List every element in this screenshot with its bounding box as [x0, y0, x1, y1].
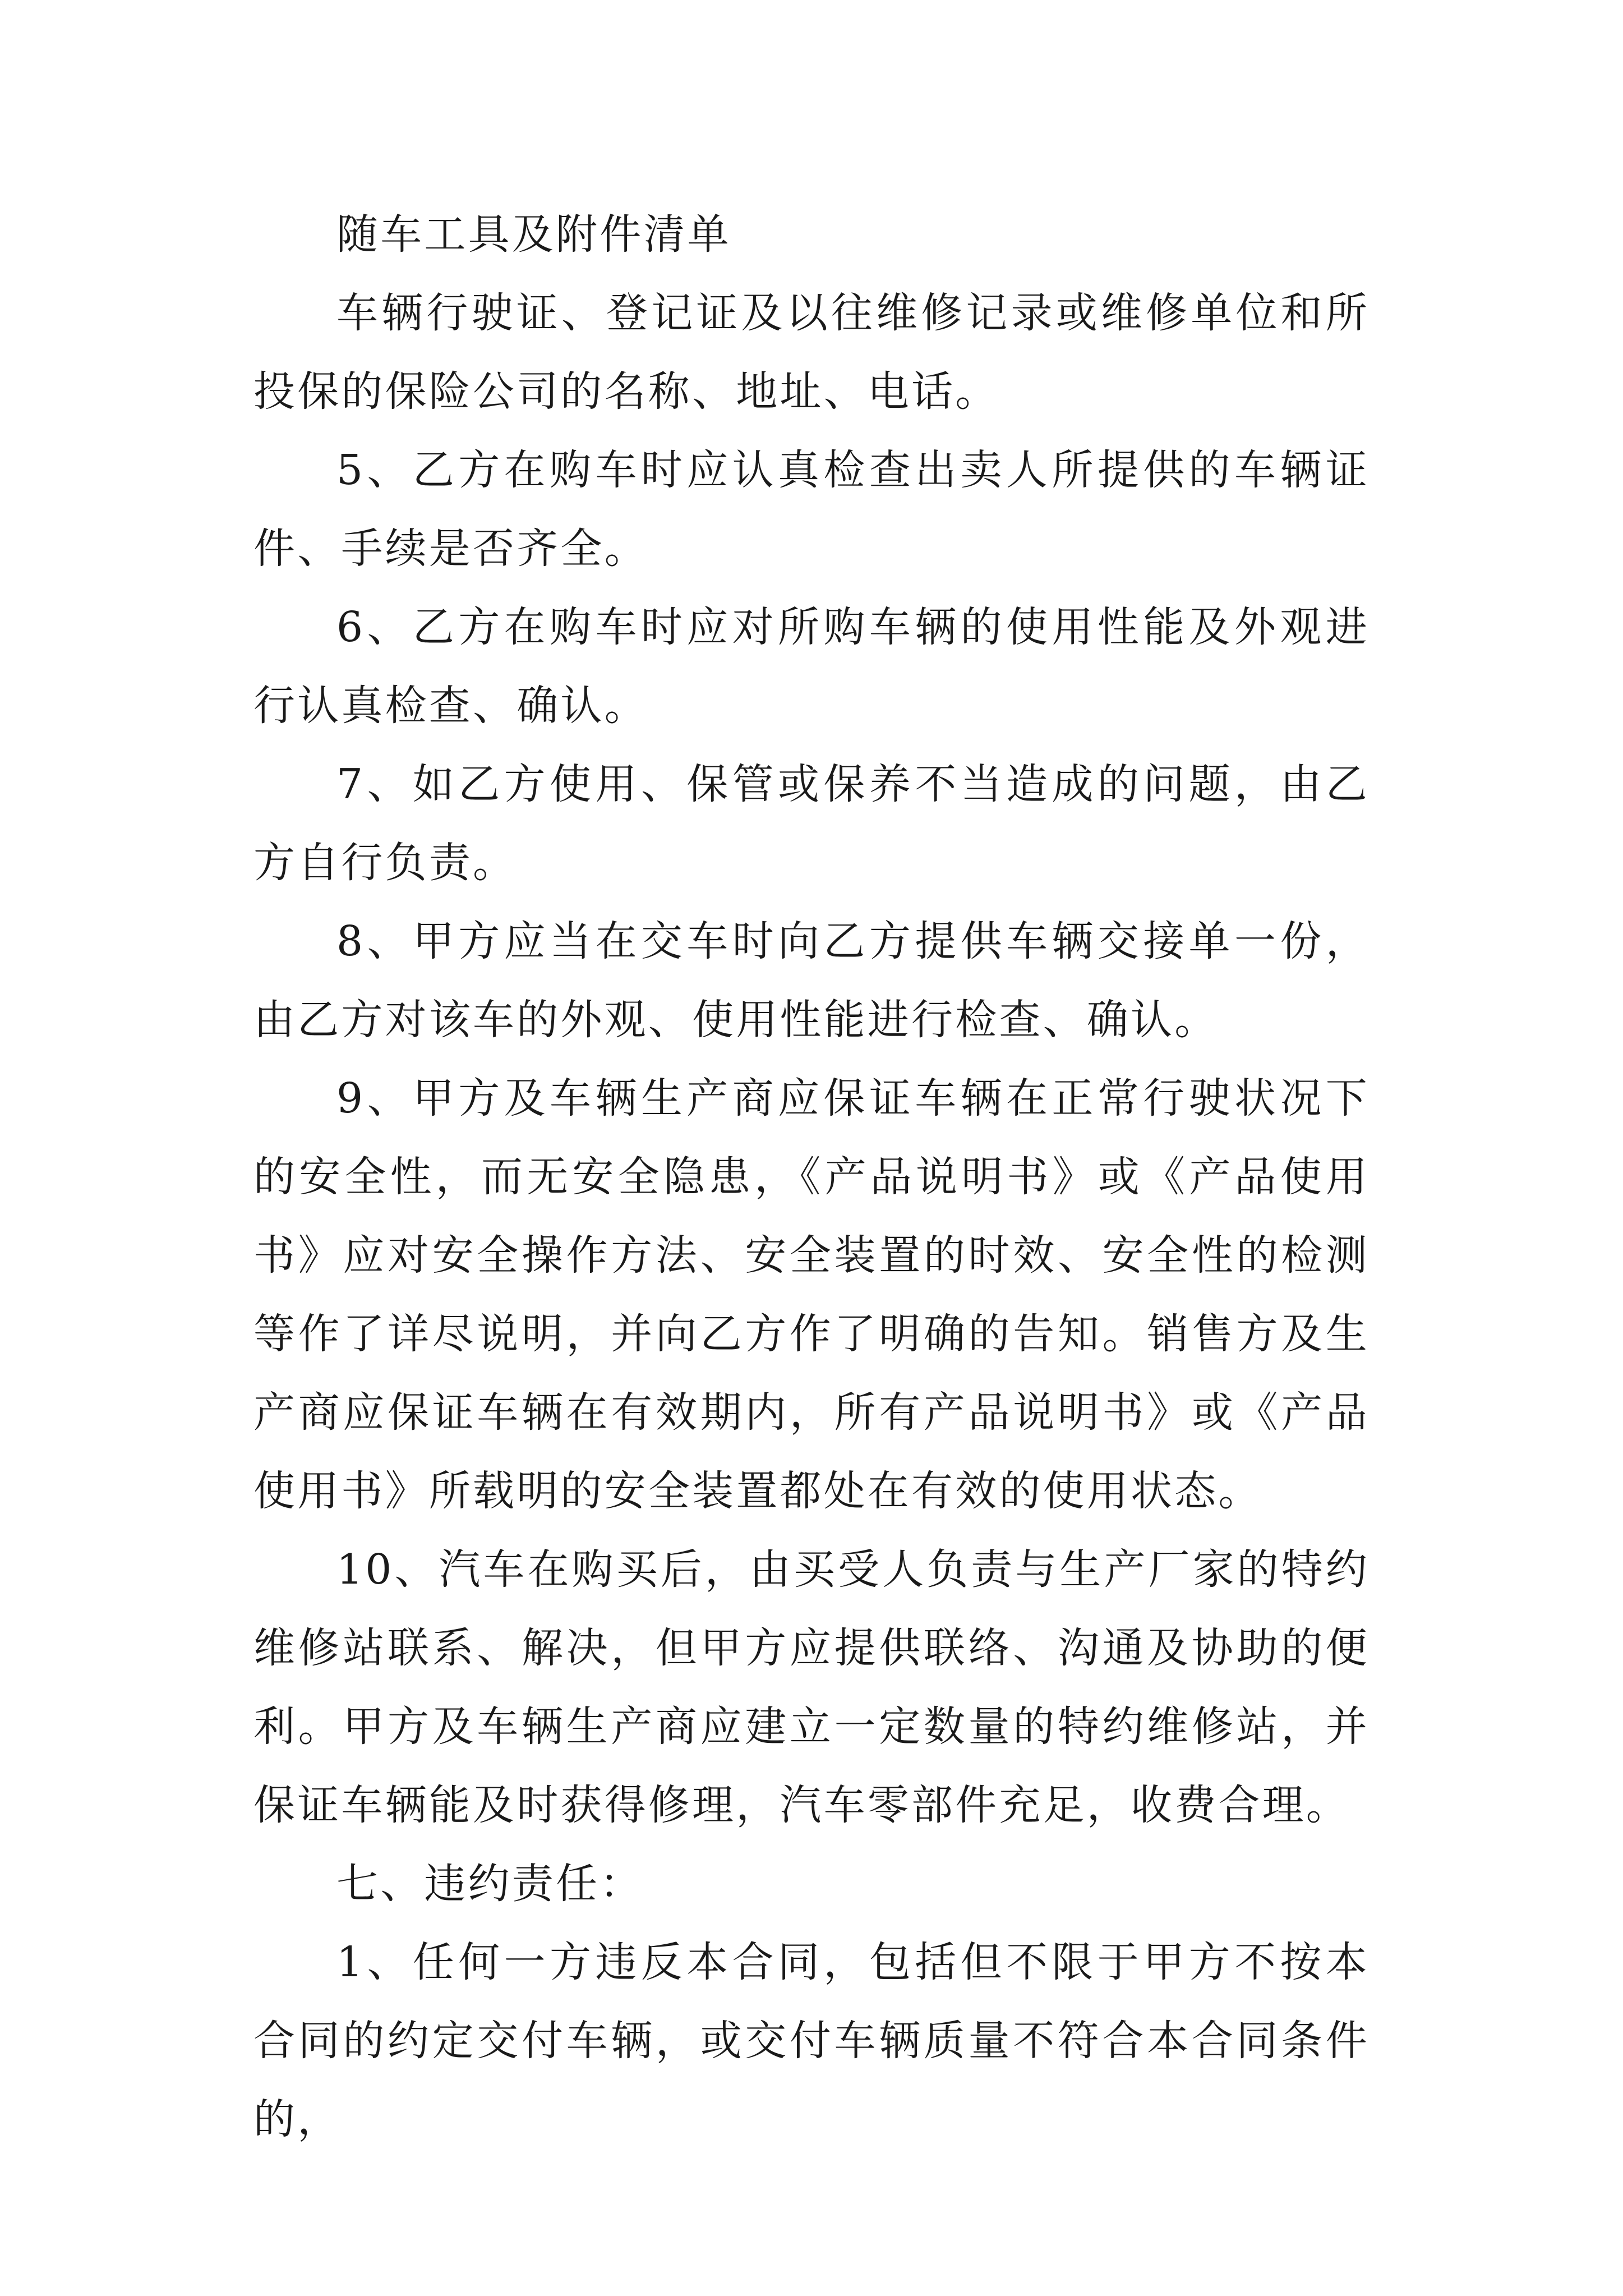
- paragraph-breach-clause-1: 1、任何一方违反本合同，包括但不限于甲方不按本合同的约定交付车辆，或交付车辆质量不符合本合同条件的，: [253, 1938, 1370, 2143]
- paragraph-clause-9: 9、甲方及车辆生产商应保证车辆在正常行驶状况下的安全性，而无安全隐患，《产品说明书》或《产品使用书》应对安全操作方法、安全装置的时效、安全性的检测等作了详尽说明，并向乙方作了明确的告知。销售方及生产商应保证车辆在有效期内，所有产品说明书》或《产品使用书》所载明的安全装置都处在有效的使用状态。: [253, 1074, 1370, 1515]
- section-heading-breach-liability: 七、违约责任：: [336, 1860, 644, 1908]
- paragraph-clause-7: 7、如乙方使用、保管或保养不当造成的问题，由乙方自行负责。: [253, 760, 1370, 887]
- paragraph-clause-10: 10、汽车在购买后，由买受人负责与生产厂家的特约维修站联系、解决，但甲方应提供联络、沟通及协助的便利。甲方及车辆生产商应建立一定数量的特约维修站，并保证车辆能及时获得修理，汽车零部件充足，收费合理。: [253, 1545, 1370, 1829]
- document-body: [253, 195, 1370, 2159]
- paragraph-clause-5: 5、乙方在购车时应认真检查出卖人所提供的车辆证件、手续是否齐全。: [253, 446, 1370, 573]
- paragraph-vehicle-documents: 车辆行驶证、登记证及以往维修记录或维修单位和所投保的保险公司的名称、地址、电话。: [253, 289, 1370, 416]
- paragraph-clause-6: 6、乙方在购车时应对所购车辆的使用性能及外观进行认真检查、确认。: [253, 603, 1370, 730]
- paragraph-clause-8: 8、甲方应当在交车时向乙方提供车辆交接单一份，由乙方对该车的外观、使用性能进行检查、确认。: [253, 917, 1370, 1044]
- paragraph-accessory-list: 随车工具及附件清单: [336, 210, 731, 259]
